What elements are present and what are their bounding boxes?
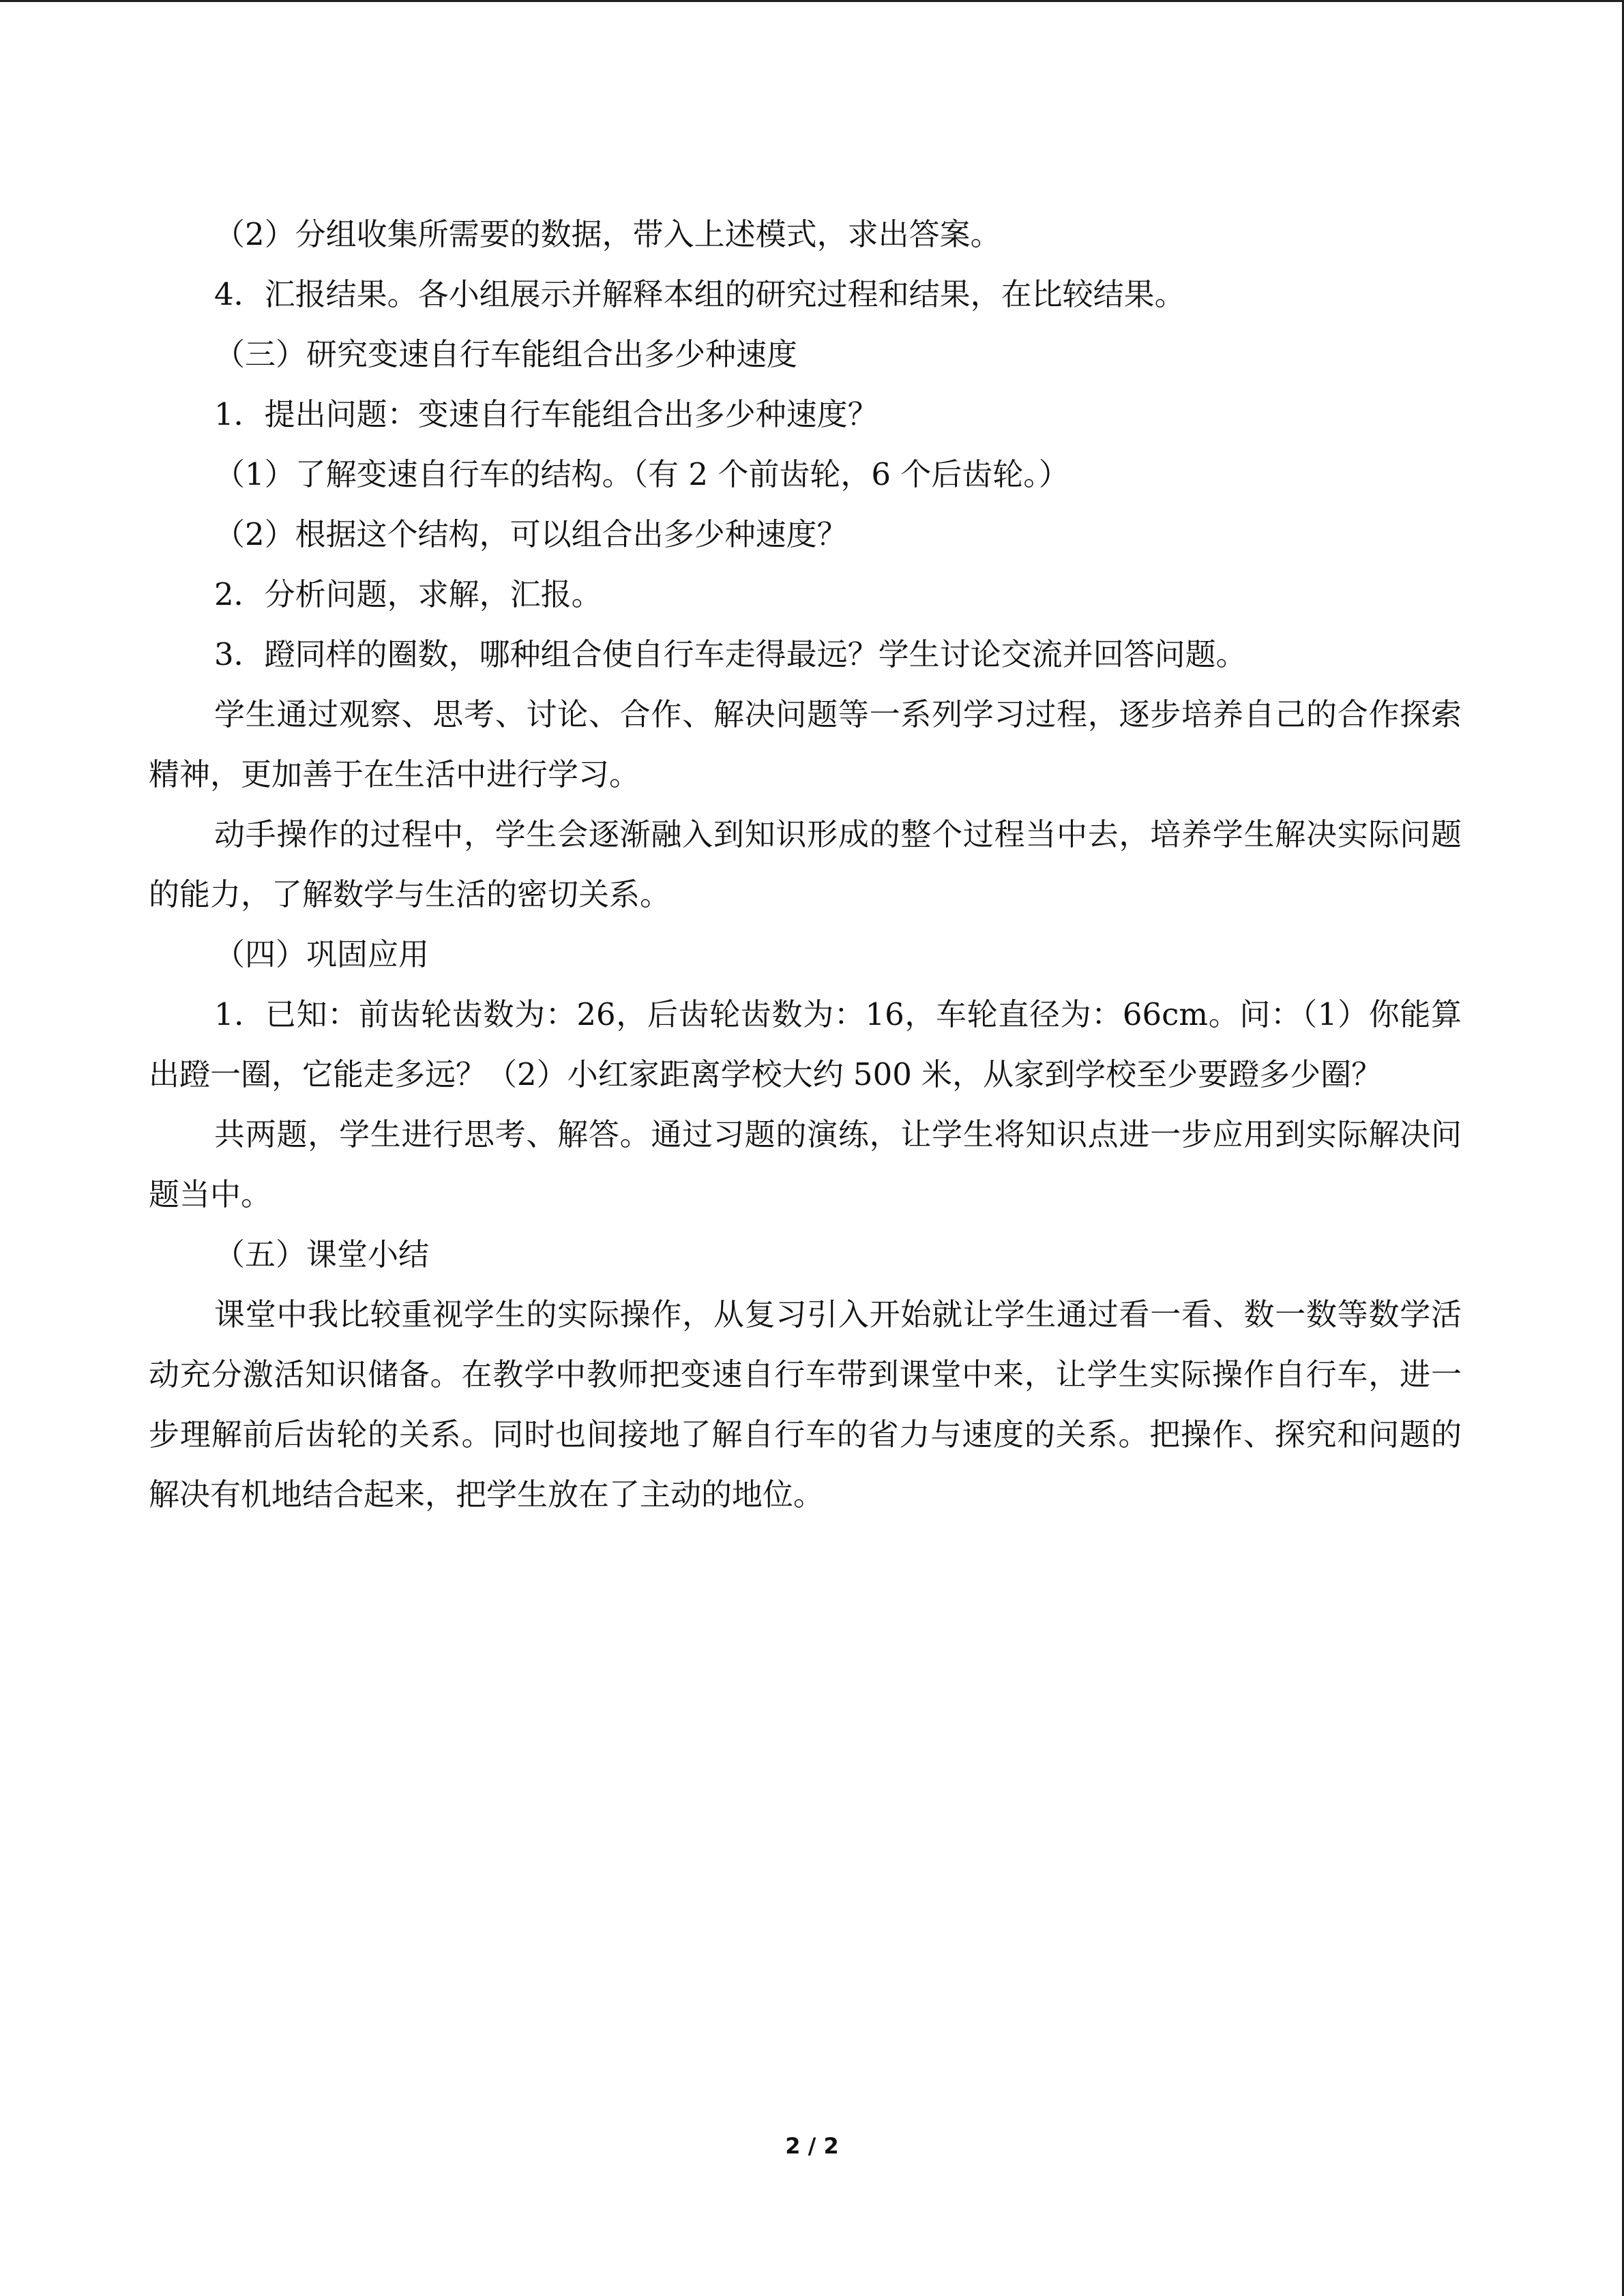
paragraph-structure-2: （2）根据这个结构，可以组合出多少种速度？ — [214, 516, 848, 552]
paragraph-exercise-1: 1．已知：前齿轮齿数为：26，后齿轮齿数为：16，车轮直径为：66cm。问：（1）你能算出蹬一圈，它能走多远？（2）小红家距离学校大约 500 米，从家到学校至少要蹬多少圈？ — [149, 996, 1462, 1092]
paragraph-structure-1: （1）了解变速自行车的结构。（有 2 个前齿轮，6 个后齿轮。） — [214, 456, 1069, 492]
paragraph-hands-on: 动手操作的过程中，学生会逐渐融入到知识形成的整个过程当中去，培养学生解决实际问题的能力，了解数学与生活的密切关系。 — [149, 816, 1462, 912]
paragraph-analyze: 2．分析问题，求解，汇报。 — [214, 576, 602, 612]
paragraph-pedal-question: 3．蹬同样的圈数，哪种组合使自行车走得最远？学生讨论交流并回答问题。 — [214, 636, 1247, 672]
page-number: 2 / 2 — [785, 2133, 839, 2159]
paragraph-step-2-collect-data: （2）分组收集所需要的数据，带入上述模式，求出答案。 — [214, 216, 1001, 252]
section-heading-4: （四）巩固应用 — [214, 936, 430, 972]
paragraph-question-1: 1．提出问题：变速自行车能组合出多少种速度？ — [214, 396, 879, 432]
paragraph-two-questions: 共两题，学生进行思考、解答。通过习题的演练，让学生将知识点进一步应用到实际解决问题当中。 — [149, 1116, 1462, 1212]
section-heading-5: （五）课堂小结 — [214, 1236, 430, 1272]
section-heading-3: （三）研究变速自行车能组合出多少种速度 — [214, 336, 798, 372]
paragraph-summary: 课堂中我比较重视学生的实际操作，从复习引入开始就让学生通过看一看、数一数等数学活动充分激活知识储备。在教学中教师把变速自行车带到课堂中来，让学生实际操作自行车，进一步理解前后齿轮的关系。同时也间接地了解自行车的省力与速度的关系。把操作、探究和问题的解决有机地结合起来，把学生放在了主动的地位。 — [149, 1296, 1462, 1512]
paragraph-students-observe: 学生通过观察、思考、讨论、合作、解决问题等一系列学习过程，逐步培养自己的合作探索精神，更加善于在生活中进行学习。 — [149, 696, 1462, 792]
paragraph-step-4-report-results: 4．汇报结果。各小组展示并解释本组的研究过程和结果，在比较结果。 — [214, 276, 1185, 312]
document-body — [149, 205, 1462, 1525]
